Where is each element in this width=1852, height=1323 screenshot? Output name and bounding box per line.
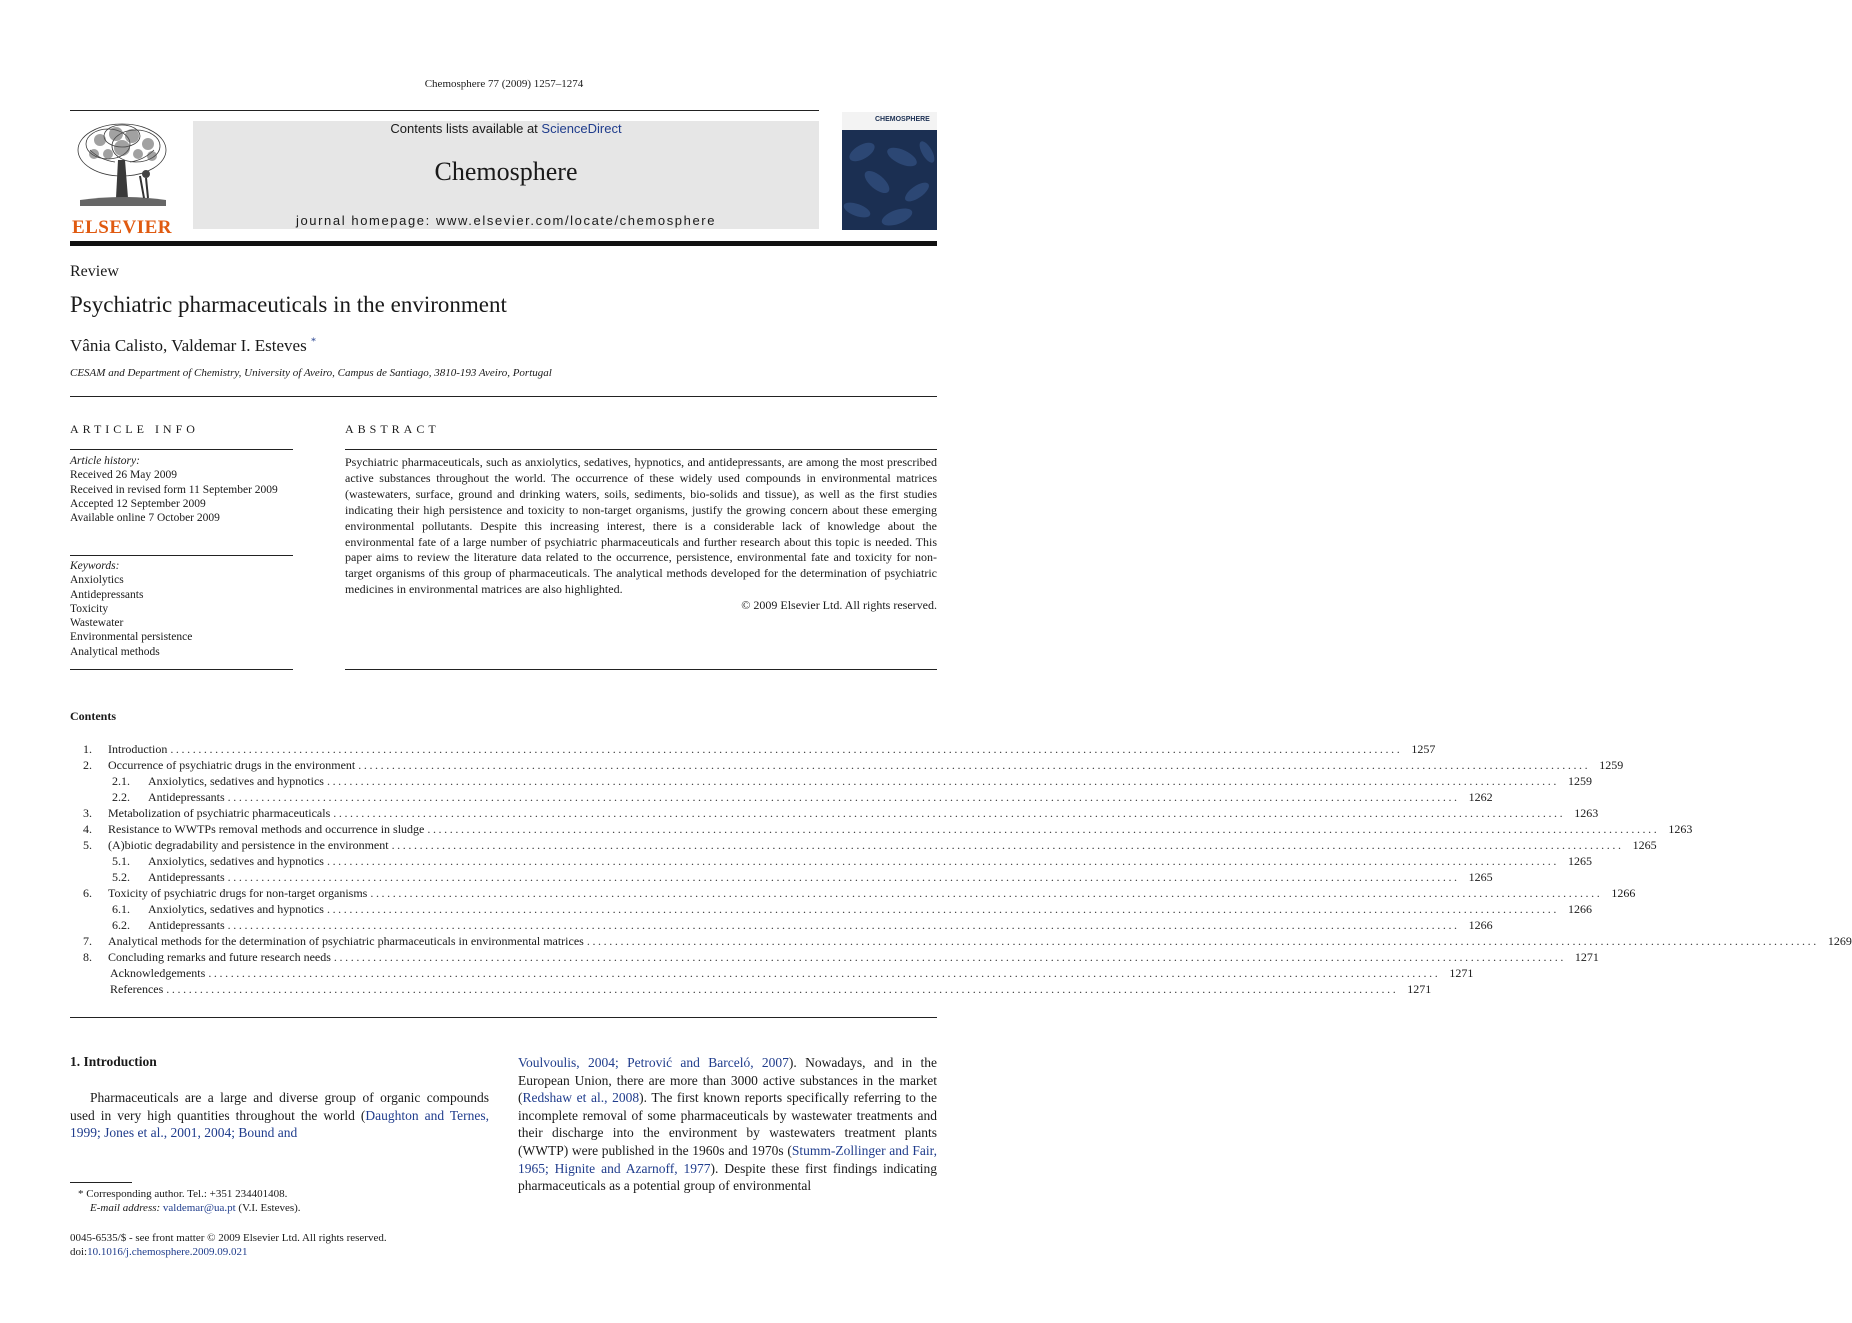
toc-entry-number: 6.2. bbox=[112, 918, 130, 932]
article-info-bottom-rule bbox=[70, 669, 293, 670]
keyword-item: Analytical methods bbox=[70, 645, 160, 658]
toc-entry-title: Introduction bbox=[108, 742, 168, 756]
header-rule bbox=[70, 110, 819, 111]
toc-entry-page: 1263 bbox=[1668, 822, 1693, 836]
history-item: Available online 7 October 2009 bbox=[70, 512, 220, 525]
contents-bottom-rule bbox=[70, 1017, 937, 1018]
email-label: E-mail address: bbox=[90, 1202, 161, 1214]
author-affiliation: CESAM and Department of Chemistry, University of Aveiro, Campus de Santiago, 3810-193 Aveiro, Portugal bbox=[70, 367, 552, 379]
keyword-item: Toxicity bbox=[70, 602, 109, 615]
article-history bbox=[70, 454, 293, 525]
toc-entry-title: References bbox=[110, 982, 164, 996]
toc-entry[interactable] bbox=[70, 821, 1693, 837]
toc-leader-dots: ............................................................................................................................................................................................................................ bbox=[391, 838, 1624, 852]
footnote bbox=[70, 1187, 490, 1215]
toc-entry-page: 1266 bbox=[1567, 902, 1592, 916]
toc-entry-number: 6.1. bbox=[112, 902, 130, 916]
toc-entry-title: Occurrence of psychiatric drugs in the environment bbox=[108, 758, 356, 772]
journal-name: Chemosphere bbox=[434, 157, 578, 186]
toc-entry-page: 1269 bbox=[1827, 934, 1852, 948]
toc-entry[interactable] bbox=[70, 789, 1493, 805]
header-divider bbox=[70, 396, 937, 397]
table-of-contents bbox=[70, 741, 1852, 997]
contents-available bbox=[193, 121, 819, 136]
toc-entry[interactable] bbox=[70, 805, 1599, 821]
toc-entry[interactable] bbox=[70, 949, 1599, 965]
keywords-rule bbox=[70, 555, 293, 556]
article-type: Review bbox=[70, 263, 119, 280]
toc-entry[interactable] bbox=[70, 837, 1657, 853]
toc-entry-title: Acknowledgements bbox=[110, 966, 206, 980]
email-link[interactable]: valdemar@ua.pt bbox=[162, 1202, 236, 1214]
elsevier-tree-icon bbox=[70, 120, 174, 212]
history-item: Received 26 May 2009 bbox=[70, 469, 177, 482]
elsevier-logo bbox=[70, 120, 174, 238]
footnote-corresponding bbox=[70, 1187, 490, 1201]
toc-entry-number: 8. bbox=[83, 950, 92, 964]
keyword-item: Antidepressants bbox=[70, 588, 144, 601]
article-title: Psychiatric pharmaceuticals in the environment bbox=[70, 292, 507, 317]
footnote-rule bbox=[70, 1182, 132, 1183]
history-item: Accepted 12 September 2009 bbox=[70, 497, 206, 510]
abstract-text: Psychiatric pharmaceuticals, such as anxiolytics, sedatives, hypnotics, and antidepressants, are among the most prescribed active substances throughout the world. The occurrence of these widely used compounds in environmental matrices (wastewaters, surface, ground and drinking waters, soils, sediments, bio-solids and tissue), as well as the first studies indicating their high persistence and toxicity to non-target organisms, justify the growing concern about these emerging environmental pollutants. Despite this increasing interest, there is a considerable lack of knowledge about the environmental fate of a large number of psychiatric pharmaceuticals and further research about this topic is needed. This paper aims to review the literature data related to the occurrence, persistence, environmental fate and toxicity for non-target organisms of this group of pharmaceuticals. The analytical methods developed for the determination of psychiatric medicines in environmental matrices are also highlighted. bbox=[345, 455, 937, 597]
toc-entry-title: Antidepressants bbox=[148, 870, 225, 884]
toc-entry[interactable] bbox=[70, 885, 1636, 901]
toc-entry[interactable] bbox=[70, 757, 1624, 773]
toc-leader-dots: ............................................................................................................................................................................................................................ bbox=[170, 742, 1403, 756]
toc-entry-page: 1263 bbox=[1574, 806, 1599, 820]
keyword-item: Anxiolytics bbox=[70, 574, 124, 587]
toc-entry-page: 1271 bbox=[1574, 950, 1599, 964]
toc-entry-title: Concluding remarks and future research needs bbox=[108, 950, 331, 964]
toc-entry-title: Toxicity of psychiatric drugs for non-target organisms bbox=[108, 886, 368, 900]
toc-leader-dots: ............................................................................................................................................................................................................................ bbox=[427, 822, 1660, 836]
doi-label: doi: bbox=[70, 1246, 88, 1258]
toc-leader-dots: ............................................................................................................................................................................................................................ bbox=[358, 758, 1591, 772]
toc-entry[interactable] bbox=[70, 901, 1592, 917]
toc-entry-page: 1271 bbox=[1407, 982, 1432, 996]
email-suffix: (V.I. Esteves). bbox=[235, 1202, 301, 1214]
doi-line bbox=[70, 1245, 570, 1259]
contents-prefix: Contents lists available at bbox=[390, 121, 542, 136]
history-item: Received in revised form 11 September 2009 bbox=[70, 483, 278, 496]
footnote-email bbox=[70, 1201, 490, 1215]
toc-leader-dots: ............................................................................................................................................................................................................................ bbox=[208, 966, 1441, 980]
toc-entry-title: Anxiolytics, sedatives and hypnotics bbox=[148, 774, 324, 788]
toc-leader-dots: ............................................................................................................................................................................................................................ bbox=[586, 934, 1819, 948]
toc-entry-page: 1265 bbox=[1468, 870, 1493, 884]
intro-citation-link[interactable]: Voulvoulis, 2004; Petrović and Barceló, 2007 bbox=[518, 1055, 789, 1070]
toc-entry-title: Anxiolytics, sedatives and hypnotics bbox=[148, 902, 324, 916]
toc-entry-page: 1266 bbox=[1468, 918, 1493, 932]
toc-leader-dots: ............................................................................................................................................................................................................................ bbox=[166, 982, 1399, 996]
toc-entry-page: 1266 bbox=[1611, 886, 1636, 900]
toc-entry[interactable] bbox=[70, 981, 1432, 997]
keywords-label: Keywords: bbox=[70, 560, 120, 572]
intro-citation-link[interactable]: Stumm-Zollinger and Fair, 1965; Hignite and Azarnoff, 1977 bbox=[518, 1142, 937, 1176]
banner-thick-rule-left bbox=[70, 241, 195, 246]
abstract-rule bbox=[345, 449, 937, 450]
toc-entry-title: (A)biotic degradability and persistence in the environment bbox=[108, 838, 389, 852]
abstract-bottom-rule bbox=[345, 669, 937, 670]
abstract-body bbox=[345, 455, 937, 614]
toc-entry-page: 1271 bbox=[1449, 966, 1474, 980]
banner-thick-rule bbox=[193, 241, 937, 246]
toc-entry-page: 1265 bbox=[1632, 838, 1657, 852]
toc-entry-number: 3. bbox=[83, 806, 92, 820]
keyword-item: Wastewater bbox=[70, 617, 124, 630]
contents-heading: Contents bbox=[70, 709, 117, 723]
toc-leader-dots: ............................................................................................................................................................................................................................ bbox=[333, 806, 1566, 820]
intro-right-text: ). Despite these first findings indicating pharmaceuticals as a potential group of environmental bbox=[518, 1160, 937, 1194]
toc-entry-number: 6. bbox=[83, 886, 92, 900]
toc-entry-number: 1. bbox=[83, 742, 92, 756]
abstract-heading: ABSTRACT bbox=[345, 422, 440, 436]
toc-entry-page: 1262 bbox=[1468, 790, 1493, 804]
toc-entry[interactable] bbox=[70, 933, 1852, 949]
toc-leader-dots: ............................................................................................................................................................................................................................ bbox=[326, 774, 1559, 788]
toc-entry[interactable] bbox=[70, 869, 1493, 885]
toc-entry-number: 5.1. bbox=[112, 854, 130, 868]
history-label: Article history: bbox=[70, 455, 140, 467]
intro-left-text: Pharmaceuticals are a large and diverse group of organic compounds used in very high quantities throughout the world ( bbox=[70, 1090, 489, 1123]
toc-entry-title: Resistance to WWTPs removal methods and occurrence in sludge bbox=[108, 822, 425, 836]
intro-right-text: ). Nowadays, and in the European Union, there are more than 3000 active substances in the market ( bbox=[518, 1055, 937, 1106]
page-footer bbox=[70, 1231, 570, 1259]
article-authors bbox=[70, 336, 316, 356]
keyword-item: Environmental persistence bbox=[70, 631, 193, 644]
intro-right-text: ). The first known reports specifically referring to the incomplete removal of some pharmaceuticals by wastewater treatments and their discharge into the environment by wastewaters treatment plants (WWTP) were published in the 1960s and 1970s ( bbox=[518, 1090, 938, 1158]
toc-entry[interactable] bbox=[70, 965, 1474, 981]
footnote-corresponding-text: Corresponding author. Tel.: +351 234401408. bbox=[86, 1188, 288, 1200]
journal-homepage[interactable]: journal homepage: www.elsevier.com/locate/chemosphere bbox=[295, 213, 717, 228]
toc-entry-number: 5.2. bbox=[112, 870, 130, 884]
toc-entry-number: 2. bbox=[83, 758, 92, 772]
intro-citation-link[interactable]: Redshaw et al., 2008 bbox=[522, 1090, 640, 1106]
toc-entry-title: Antidepressants bbox=[148, 918, 225, 932]
toc-entry[interactable] bbox=[70, 853, 1592, 869]
intro-citation-link[interactable]: Daughton and Ternes, 1999; Jones et al., 2001, 2004; Bound and bbox=[70, 1107, 489, 1141]
toc-entry-number: 7. bbox=[83, 934, 92, 948]
journal-citation: Chemosphere 77 (2009) 1257–1274 bbox=[424, 78, 584, 90]
toc-entry-page: 1259 bbox=[1567, 774, 1592, 788]
toc-entry-title: Antidepressants bbox=[148, 790, 225, 804]
toc-leader-dots: ............................................................................................................................................................................................................................ bbox=[227, 918, 1460, 932]
toc-entry[interactable] bbox=[70, 773, 1592, 789]
sciencedirect-link[interactable]: ScienceDirect bbox=[541, 121, 622, 136]
toc-entry-number: 2.2. bbox=[112, 790, 130, 804]
journal-banner bbox=[193, 121, 819, 229]
toc-entry-title: Anxiolytics, sedatives and hypnotics bbox=[148, 854, 324, 868]
article-info-heading: ARTICLE INFO bbox=[70, 422, 199, 436]
toc-entry-number: 4. bbox=[83, 822, 92, 836]
toc-leader-dots: ............................................................................................................................................................................................................................ bbox=[333, 950, 1566, 964]
intro-left-column bbox=[70, 1089, 489, 1142]
elsevier-wordmark: ELSEVIER bbox=[71, 217, 173, 238]
toc-entry[interactable] bbox=[70, 741, 1436, 757]
toc-entry[interactable] bbox=[70, 917, 1493, 933]
toc-entry-title: Analytical methods for the determination of psychiatric pharmaceuticals in environmental matrices bbox=[108, 934, 584, 948]
issn-line: 0045-6535/$ - see front matter © 2009 Elsevier Ltd. All rights reserved. bbox=[70, 1232, 387, 1244]
toc-entry-page: 1257 bbox=[1411, 742, 1436, 756]
abstract-copyright: © 2009 Elsevier Ltd. All rights reserved. bbox=[741, 598, 937, 613]
toc-entry-title: Metabolization of psychiatric pharmaceuticals bbox=[108, 806, 331, 820]
toc-leader-dots: ............................................................................................................................................................................................................................ bbox=[227, 790, 1460, 804]
introduction-heading: 1. Introduction bbox=[70, 1054, 157, 1069]
footnote-mark: * bbox=[78, 1188, 84, 1200]
toc-leader-dots: ............................................................................................................................................................................................................................ bbox=[326, 902, 1559, 916]
doi-link[interactable]: 10.1016/j.chemosphere.2009.09.021 bbox=[87, 1246, 248, 1258]
cover-header bbox=[842, 112, 937, 130]
cover-title: CHEMOSPHERE bbox=[875, 116, 930, 123]
keywords-block bbox=[70, 559, 293, 659]
toc-leader-dots: ............................................................................................................................................................................................................................ bbox=[326, 854, 1559, 868]
toc-leader-dots: ............................................................................................................................................................................................................................ bbox=[227, 870, 1460, 884]
toc-entry-number: 2.1. bbox=[112, 774, 130, 788]
article-info-rule bbox=[70, 449, 293, 450]
toc-entry-page: 1265 bbox=[1567, 854, 1592, 868]
journal-cover bbox=[842, 112, 937, 230]
author-names: Vânia Calisto, Valdemar I. Esteves bbox=[70, 336, 307, 355]
toc-entry-page: 1259 bbox=[1599, 758, 1624, 772]
intro-right-column bbox=[518, 1054, 937, 1195]
toc-leader-dots: ............................................................................................................................................................................................................................ bbox=[370, 886, 1603, 900]
toc-entry-number: 5. bbox=[83, 838, 92, 852]
corresponding-author-mark[interactable]: * bbox=[310, 336, 316, 348]
